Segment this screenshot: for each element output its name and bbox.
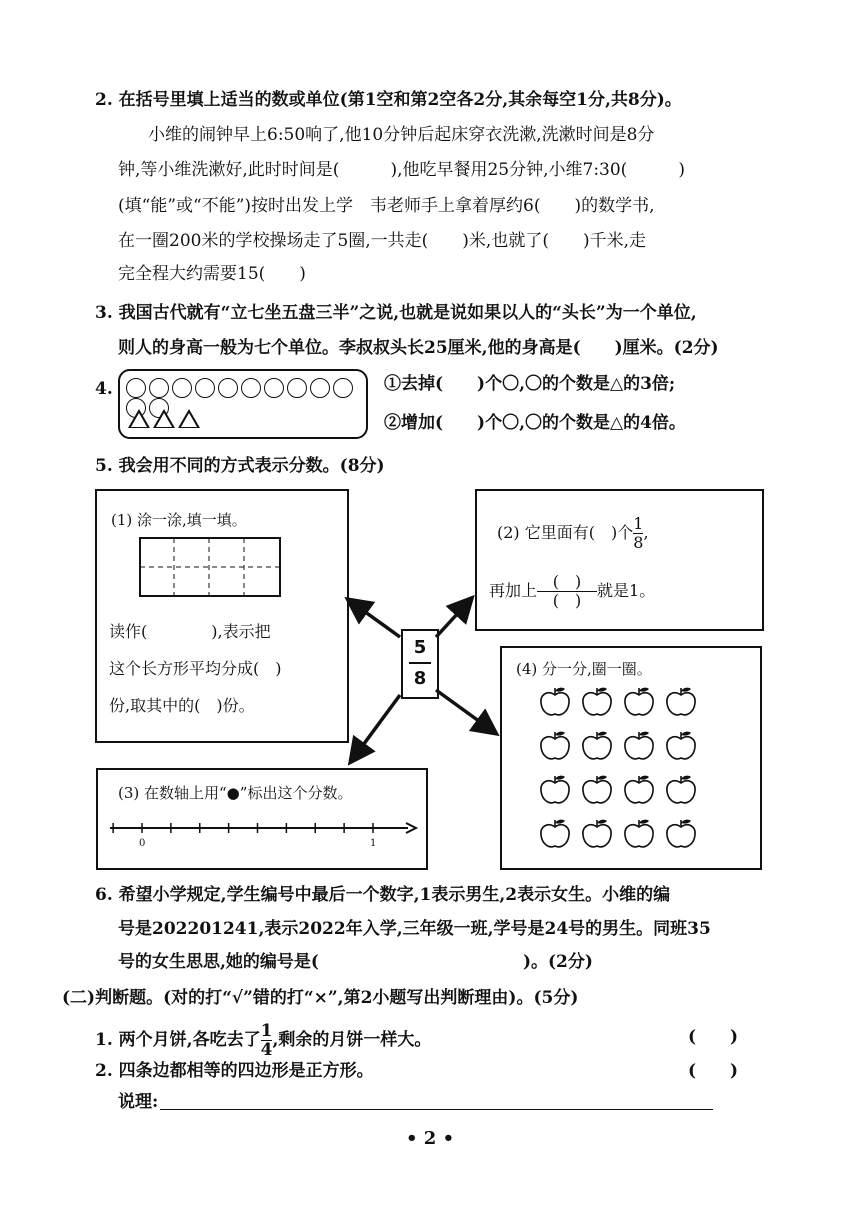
tick-1-label: 1 (370, 838, 377, 849)
judge-1-answer[interactable]: ( ) (688, 1027, 739, 1047)
apple-grid (538, 686, 706, 850)
apple-icon (580, 774, 614, 806)
apple-icon (664, 730, 698, 762)
q2-line-2: 钟,等小维洗漱好,此时时间是( ),他吃早餐用25分钟,小维7:30( ) (118, 160, 685, 180)
q2-line-1: 小维的闹钟早上6:50响了,他10分钟后起床穿衣洗漱,洗漱时间是8分 (148, 125, 655, 145)
apple-icon (580, 730, 614, 762)
q5-title: 5. 我会用不同的方式表示分数。(8分) (95, 456, 385, 476)
blank-den: ( ) (537, 591, 597, 610)
fraction-one-quarter (261, 1022, 273, 1059)
tick-0-label: 0 (139, 838, 146, 849)
b1-line-2: 这个长方形平均分成( ) (109, 659, 282, 678)
apple-icon (622, 686, 656, 718)
judge-1-text-a: 1. 两个月饼,各吃去了 (95, 1030, 261, 1050)
apple-icon (580, 818, 614, 850)
apple-icon (538, 686, 572, 718)
b2-text-b: , (643, 523, 649, 542)
b2-text-a: (2) 它里面有( )个 (497, 523, 634, 542)
apple-icon (664, 686, 698, 718)
frac-den: 8 (633, 533, 644, 552)
judge-item-2: 2. 四条边都相等的四边形是正方形。 (95, 1061, 374, 1081)
q4-option-1: ①去掉( )个〇,〇的个数是△的3倍; (384, 374, 676, 394)
b1-line-3: 份,取其中的( )份。 (109, 696, 255, 715)
center-den: 8 (409, 662, 431, 689)
judge-item-1 (95, 1022, 431, 1059)
apple-icon (580, 686, 614, 718)
b1-title: (1) 涂一涂,填一填。 (111, 511, 247, 529)
explain-label: 说理: (118, 1092, 159, 1112)
apple-icon (622, 730, 656, 762)
judge-1-text-b: ,剩余的月饼一样大。 (272, 1030, 432, 1050)
quarter-den: 4 (260, 1040, 273, 1060)
q4-option-2: ②增加( )个〇,〇的个数是△的4倍。 (384, 413, 686, 433)
quarter-num: 1 (260, 1021, 273, 1041)
q6-line-1: 6. 希望小学规定,学生编号中最后一个数字,1表示男生,2表示女生。小维的编 (95, 885, 671, 905)
q2-line-5: 完全程大约需要15( ) (118, 264, 306, 284)
apple-icon (538, 818, 572, 850)
frac-num: 1 (633, 514, 644, 533)
b1-line-1: 读作( ),表示把 (109, 622, 271, 641)
apple-icon (622, 774, 656, 806)
b3-title: (3) 在数轴上用“●”标出这个分数。 (118, 784, 353, 802)
center-num: 5 (413, 637, 427, 658)
q4-number: 4. (95, 379, 113, 399)
blank-num: ( ) (552, 572, 582, 591)
explain-line[interactable] (160, 1109, 713, 1110)
q5-box-4 (500, 646, 762, 870)
b4-title: (4) 分一分,圈一圈。 (516, 660, 652, 678)
page-number: • 2 • (406, 1128, 455, 1149)
judge-2-answer[interactable]: ( ) (688, 1061, 739, 1081)
q2-line-3: (填“能”或“不能”)按时出发上学 韦老师手上拿着厚约6( )的数学书, (118, 196, 655, 216)
q6-line-2: 号是202201241,表示2022年入学,三年级一班,学号是24号的男生。同班35 (118, 919, 711, 939)
apple-icon (538, 774, 572, 806)
q2-line-4: 在一圈200米的学校操场走了5圈,一共走( )米,也就了( )千米,走 (118, 231, 647, 251)
q3-line-1: 3. 我国古代就有“立七坐五盘三半”之说,也就是说如果以人的“头长”为一个单位, (95, 303, 697, 323)
b2-text-c: 再加上 (489, 581, 538, 600)
apple-icon (622, 818, 656, 850)
section-2-title: (二)判断题。(对的打“√”错的打“×”,第2小题写出判断理由)。(5分) (62, 988, 579, 1008)
apple-icon (664, 818, 698, 850)
apple-icon (664, 774, 698, 806)
q6-line-3: 号的女生思思,她的编号是( )。(2分) (118, 952, 593, 972)
q3-line-2: 则人的身高一般为七个单位。李叔叔头长25厘米,他的身高是( )厘米。(2分) (118, 338, 719, 358)
q5-box-3 (96, 768, 428, 870)
apple-icon (538, 730, 572, 762)
b2-text-d: 就是1。 (597, 581, 656, 600)
q2-title: 2. 在括号里填上适当的数或单位(第1空和第2空各2分,其余每空1分,共8分)。 (95, 90, 682, 110)
